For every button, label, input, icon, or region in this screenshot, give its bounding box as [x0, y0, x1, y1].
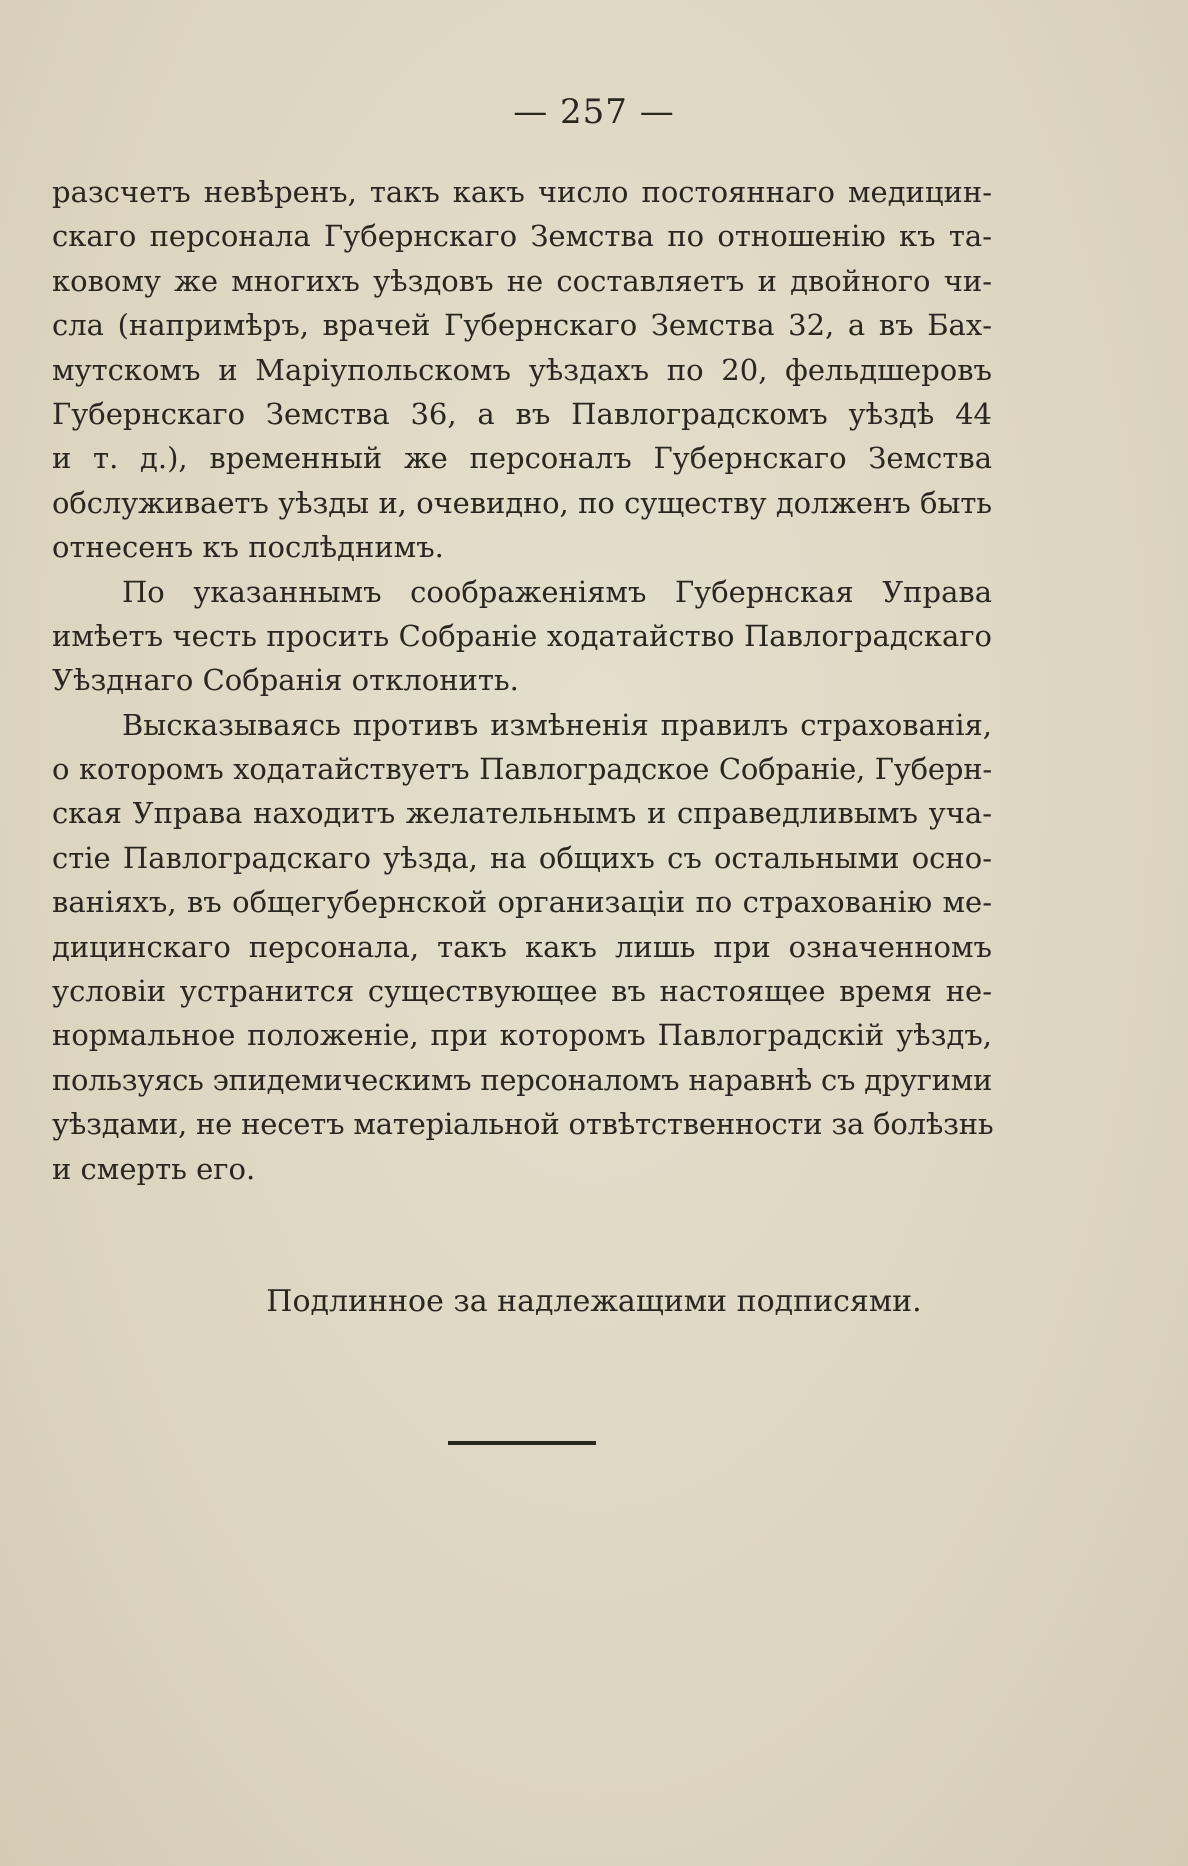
- page-number: — 257 —: [513, 92, 675, 132]
- text-line: о которомъ ходатайствуетъ Павлоградское Собраніе, Губерн-: [52, 752, 992, 787]
- text-line: дицинскаго персонала, такъ какъ лишь при означенномъ: [52, 929, 992, 964]
- signature-note: Подлинное за надлежащими подписями.: [266, 1284, 922, 1319]
- text-line: уѣздами, не несетъ матеріальной отвѣтственности за болѣзнь: [52, 1107, 994, 1142]
- text-line: ская Управа находитъ желательнымъ и справедливымъ уча-: [52, 796, 992, 831]
- text-line: сла (напримѣръ, врачей Губернскаго Земства 32, а въ Бах-: [52, 308, 992, 343]
- text-line: мутскомъ и Маріупольскомъ уѣздахъ по 20, фельдшеровъ: [52, 352, 992, 387]
- text-line: и т. д.), временный же персоналъ Губернскаго Земства: [52, 441, 992, 476]
- text-line: и смерть его.: [52, 1151, 256, 1186]
- text-line: имѣетъ честь просить Собраніе ходатайство Павлоградскаго: [52, 618, 992, 653]
- text-line: Высказываясь противъ измѣненія правилъ страхованія,: [122, 707, 992, 742]
- text-line: разсчетъ невѣренъ, такъ какъ число постояннаго медицин-: [52, 175, 992, 209]
- end-rule: [448, 1441, 596, 1445]
- text-line: обслуживаетъ уѣзды и, очевидно, по существу долженъ быть: [52, 485, 992, 520]
- text-line: пользуясь эпидемическимъ персоналомъ наравнѣ съ другими: [52, 1062, 992, 1097]
- text-line: условіи устранится существующее въ настоящее время не-: [52, 974, 992, 1009]
- text-line: По указаннымъ соображеніямъ Губернская Управа: [122, 574, 992, 609]
- text-line: ваніяхъ, въ общегубернской организаціи по страхованію ме-: [52, 885, 992, 920]
- text-line: Губернскаго Земства 36, а въ Павлоградскомъ уѣздѣ 44: [52, 396, 992, 431]
- text-line: отнесенъ къ послѣднимъ.: [52, 530, 444, 565]
- text-line: нормальное положеніе, при которомъ Павлоградскій уѣздъ,: [52, 1018, 992, 1053]
- text-line: стіе Павлоградскаго уѣзда, на общихъ съ остальными осно-: [52, 840, 992, 875]
- text-line: ковому же многихъ уѣздовъ не составляетъ и двойного чи-: [52, 263, 992, 298]
- body-text: [52, 170, 992, 1191]
- text-line: Уѣзднаго Собранія отклонить.: [52, 663, 519, 698]
- text-line: скаго персонала Губернскаго Земства по отношенію къ та-: [52, 219, 992, 254]
